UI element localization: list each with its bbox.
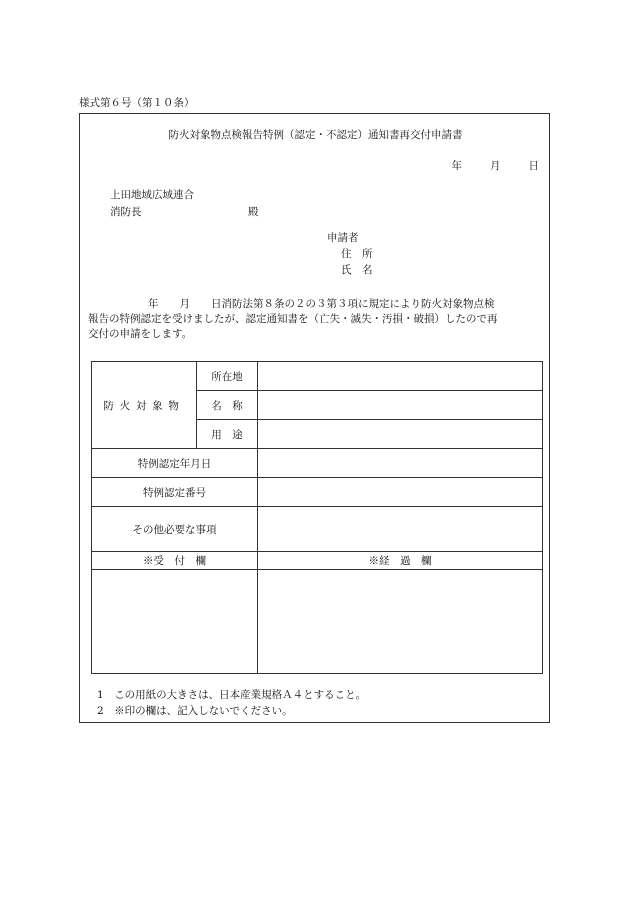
- cert-date-label: 特例認定年月日: [92, 449, 258, 478]
- date-line: [452, 158, 540, 173]
- applicant-label: 申請者: [327, 232, 359, 244]
- reception-field: [92, 570, 258, 674]
- reception-label: ※受 付 欄: [92, 552, 258, 570]
- other-field[interactable]: [258, 507, 543, 552]
- property-name-field[interactable]: [258, 391, 543, 420]
- request-line-2: 報告の特例認定を受けましたが、認定通知書を（亡失・滅失・汚損・破損）したので再: [88, 313, 498, 325]
- form-frame: [79, 113, 550, 723]
- location-field[interactable]: [258, 362, 543, 391]
- cert-number-field[interactable]: [258, 478, 543, 507]
- cert-date-field[interactable]: [258, 449, 543, 478]
- note-item: 1 この用紙の大きさは、日本産業規格Ａ４とすること。: [97, 689, 367, 701]
- property-name-label: 名 称: [197, 391, 258, 420]
- recipient-position: 消防長: [110, 206, 142, 218]
- recipient-honorific: 殿: [248, 206, 259, 218]
- progress-field: [258, 570, 543, 674]
- property-label: 防火対象物: [92, 362, 197, 449]
- use-field[interactable]: [258, 420, 543, 449]
- notes: [97, 687, 366, 719]
- application-table: [91, 361, 543, 674]
- page-title: 防火対象物点検報告特例（認定・不認定）通知書再交付申請書: [168, 129, 463, 141]
- date-year: 年: [451, 160, 462, 172]
- cert-number-label: 特例認定番号: [92, 478, 258, 507]
- request-line-3: 交付の申請をします。: [88, 328, 193, 340]
- other-label: その他必要な事項: [92, 507, 258, 552]
- date-month: 月: [490, 160, 501, 172]
- location-label: 所在地: [197, 362, 258, 391]
- note-item: 2 ※印の欄は、記入しないでください。: [97, 705, 293, 717]
- recipient-org: 上田地域広域連合: [110, 189, 194, 201]
- date-day: 日: [528, 160, 539, 172]
- applicant-name-label: 氏 名: [341, 264, 373, 276]
- applicant-address-label: 住 所: [341, 248, 373, 260]
- progress-label: ※経 過 欄: [258, 552, 543, 570]
- request-statement: [88, 297, 543, 342]
- form-number: 様式第６号（第１０条）: [79, 97, 195, 109]
- use-label: 用 途: [197, 420, 258, 449]
- request-line-1: 年 月 日消防法第８条の２の３第３項に規定により防火対象物点検: [148, 298, 495, 310]
